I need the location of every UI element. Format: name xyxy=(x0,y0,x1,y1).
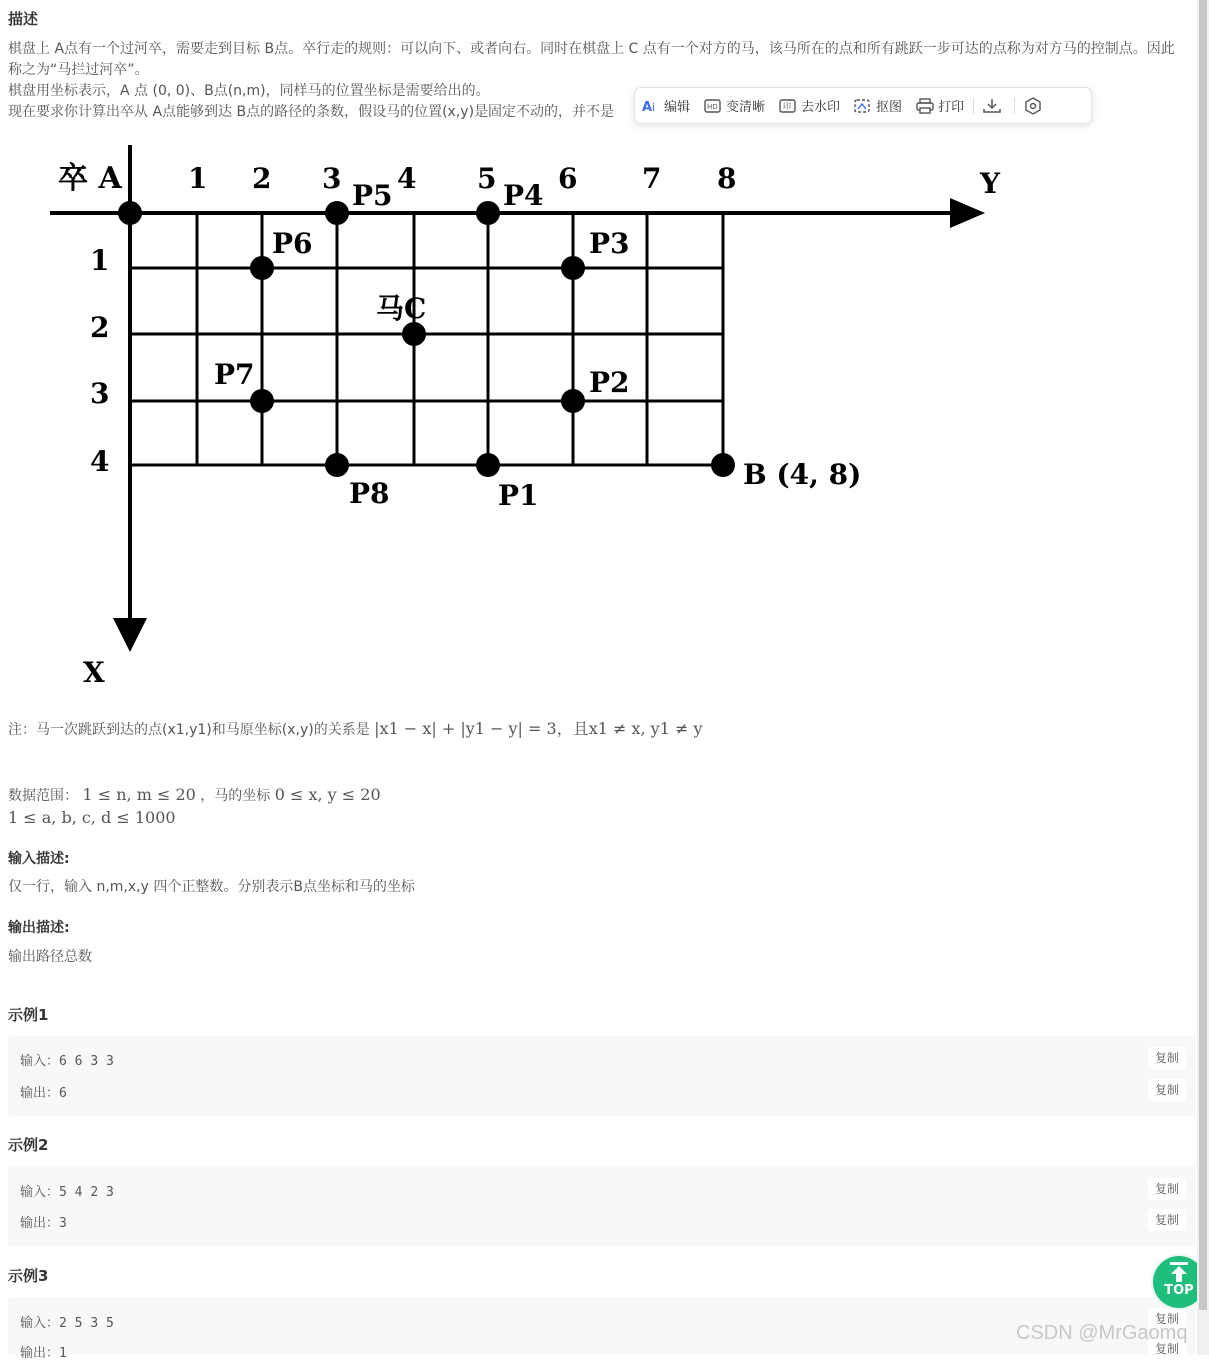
input-label: 输入： xyxy=(20,1054,60,1069)
p1-point xyxy=(476,453,500,477)
p2-point xyxy=(561,389,585,413)
range-prefix: 数据范围： xyxy=(8,788,78,804)
c-label: 马C xyxy=(376,292,427,325)
x-axis-label: X xyxy=(83,656,105,689)
y-axis-label: Y xyxy=(980,167,1000,200)
knight-jump-note xyxy=(8,718,703,741)
origin-point xyxy=(118,201,142,225)
svg-text:i: i xyxy=(652,100,656,114)
scrollbar-thumb[interactable] xyxy=(1199,0,1207,1310)
input-value: 2 5 3 5 xyxy=(59,1316,114,1331)
x-axis-arrow xyxy=(113,618,147,652)
image-toolbar xyxy=(634,87,1092,124)
download-button[interactable] xyxy=(976,88,1012,123)
example1-box xyxy=(8,1036,1196,1116)
b-label: B (4, 8) xyxy=(743,458,862,491)
p3-point xyxy=(561,256,585,280)
b-point xyxy=(711,453,735,477)
hd-button[interactable] xyxy=(697,88,772,123)
description-para1: 棋盘上 A点有一个过河卒，需要走到目标 B点。卒行走的规则：可以向下、或者向右。同时在棋盘上 C 点有一个对方的马，该马所在的点和所有跳跃一步可达的点称为对方马的控制点。因此称之为“马拦过河卒”。 xyxy=(8,41,1175,78)
svg-text:印: 印 xyxy=(783,101,792,111)
p8-label: P8 xyxy=(349,477,390,510)
copy-input-button[interactable]: 复制 xyxy=(1148,1047,1186,1069)
example3-heading: 示例3 xyxy=(8,1267,49,1285)
output-value: 6 xyxy=(59,1086,67,1101)
description-heading: 描述 xyxy=(8,10,39,28)
column-label: 3 xyxy=(322,162,342,195)
description-para2: 棋盘用坐标表示，A 点 (0, 0)、B点(n,m)，同样马的位置坐标是需要给出的。 xyxy=(8,83,490,99)
example1-heading: 示例1 xyxy=(8,1006,49,1024)
copy-output-button[interactable]: 复制 xyxy=(1148,1209,1186,1231)
edit-button[interactable] xyxy=(635,88,697,123)
column-labels xyxy=(188,162,736,195)
output-text: 输出路径总数 xyxy=(8,949,92,965)
csdn-watermark: CSDN @MrGaomq xyxy=(1016,1322,1188,1344)
output-value: 3 xyxy=(59,1216,67,1231)
example2-input xyxy=(20,1181,114,1200)
cutout-label: 抠图 xyxy=(876,100,903,115)
column-label: 8 xyxy=(717,162,737,195)
toolbar-divider xyxy=(973,98,974,114)
p1-label: P1 xyxy=(498,479,539,512)
column-label: 7 xyxy=(642,162,662,195)
example1-output xyxy=(20,1082,67,1101)
hd-label: 变清晰 xyxy=(726,100,766,115)
range-formula1: 1 ≤ n, m ≤ 20 xyxy=(82,785,196,804)
board-points xyxy=(118,179,861,512)
range-mid: ，马的坐标 xyxy=(200,788,271,804)
input-heading: 输入描述: xyxy=(8,851,70,867)
description-para3: 现在要求你计算出卒从 A点能够到达 B点的路径的条数，假设马的位置(x,y)是固定不动的，并不是 xyxy=(8,104,615,120)
hexagon-settings-icon xyxy=(1024,97,1042,115)
watermark-icon xyxy=(779,98,797,114)
row-label: 4 xyxy=(90,445,110,478)
example2-output xyxy=(20,1212,67,1231)
printer-icon xyxy=(916,98,934,114)
print-button[interactable] xyxy=(909,88,971,123)
example2-box xyxy=(8,1166,1196,1246)
range-line2: 1 ≤ a, b, c, d ≤ 1000 xyxy=(8,808,176,827)
column-label: 1 xyxy=(188,162,208,195)
p2-label: P2 xyxy=(589,366,630,399)
note-formula: |x1 − x| + |y1 − y| = 3，且x1 ≠ x, y1 ≠ y xyxy=(374,719,703,738)
hd-icon xyxy=(704,98,722,114)
copy-output-button[interactable]: 复制 xyxy=(1148,1338,1186,1360)
p8-point xyxy=(325,453,349,477)
c-point xyxy=(402,322,426,346)
download-icon xyxy=(983,98,1001,114)
output-label: 输出： xyxy=(20,1346,60,1361)
example2-heading: 示例2 xyxy=(8,1136,49,1154)
input-value: 5 4 2 3 xyxy=(59,1185,114,1200)
output-label: 输出： xyxy=(20,1216,60,1231)
svg-text:A: A xyxy=(642,99,653,115)
copy-input-button[interactable]: 复制 xyxy=(1148,1178,1186,1200)
column-label: 4 xyxy=(397,162,417,195)
p5-point xyxy=(325,201,349,225)
example3-output xyxy=(20,1342,67,1361)
p4-point xyxy=(476,201,500,225)
column-label: 2 xyxy=(252,162,272,195)
row-label: 3 xyxy=(90,377,110,410)
output-heading: 输出描述: xyxy=(8,920,70,936)
input-label: 输入： xyxy=(20,1316,60,1331)
arrow-up-icon xyxy=(1167,1261,1191,1283)
data-range xyxy=(8,784,381,807)
ai-edit-icon xyxy=(642,98,660,114)
top-label: TOP xyxy=(1164,1283,1194,1298)
example3-input xyxy=(20,1312,114,1331)
row-label: 2 xyxy=(90,311,110,344)
p5-label: P5 xyxy=(352,179,393,212)
p7-point xyxy=(250,389,274,413)
toolbar-divider xyxy=(1014,98,1015,114)
example1-input xyxy=(20,1050,114,1069)
input-label: 输入： xyxy=(20,1185,60,1200)
p7-label: P7 xyxy=(214,358,255,391)
svg-text:HD: HD xyxy=(707,102,718,111)
scrollbar[interactable] xyxy=(1197,0,1209,1355)
output-value: 1 xyxy=(59,1346,67,1361)
y-axis-arrow xyxy=(950,198,985,228)
range-formula2: 0 ≤ x, y ≤ 20 xyxy=(274,785,381,804)
row-label: 1 xyxy=(90,244,110,277)
row-labels xyxy=(90,244,109,478)
p3-label: P3 xyxy=(589,227,630,260)
cutout-button[interactable] xyxy=(847,88,909,123)
p4-label: P4 xyxy=(503,179,544,212)
watermark-label: 去水印 xyxy=(801,100,841,115)
settings-button[interactable] xyxy=(1017,88,1053,123)
print-label: 打印 xyxy=(938,100,965,115)
grid-lines xyxy=(130,213,723,465)
chessboard-diagram xyxy=(40,140,1000,700)
edit-label: 编辑 xyxy=(664,100,691,115)
output-label: 输出： xyxy=(20,1086,60,1101)
p6-label: P6 xyxy=(272,227,313,260)
cutout-icon xyxy=(854,98,872,114)
column-label: 5 xyxy=(477,162,497,195)
input-text: 仅一行，输入 n,m,x,y 四个正整数。分别表示B点坐标和马的坐标 xyxy=(8,879,415,895)
copy-input-button[interactable]: 复制 xyxy=(1148,1308,1186,1330)
origin-label: 卒 A xyxy=(58,161,122,196)
remove-watermark-button[interactable] xyxy=(772,88,847,123)
note-prefix: 注：马一次跳跃到达的点(x1,y1)和马原坐标(x,y)的关系是 xyxy=(8,722,370,738)
copy-output-button[interactable]: 复制 xyxy=(1148,1079,1186,1101)
column-label: 6 xyxy=(558,162,578,195)
input-value: 6 6 3 3 xyxy=(59,1054,114,1069)
p6-point xyxy=(250,256,274,280)
